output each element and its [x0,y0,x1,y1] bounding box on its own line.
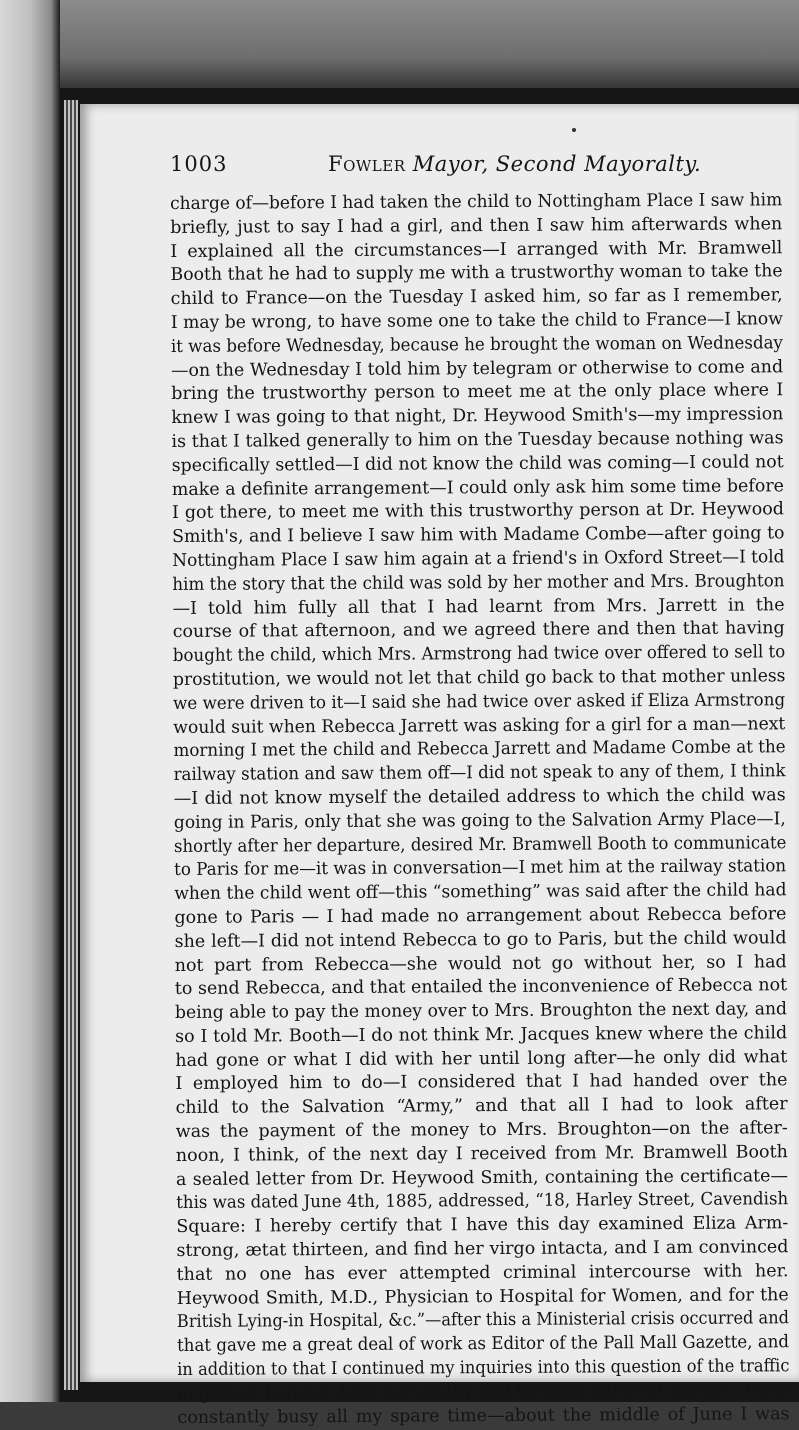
page-number: 1003 [170,152,228,176]
body-text [170,189,790,1430]
text-line: I may be wrong, to have some one to take the child to France—I know [170,309,784,333]
text-line: railway station and saw them off—I did not speak to any of them, I think [173,761,786,786]
running-title [328,152,701,176]
scan-background-top [0,0,799,95]
text-line: she left—I did not intend Rebecca to go to Paris, but the child would [174,927,787,952]
text-line: being able to pay the money over to Mrs. Broughton the next day, and [174,999,788,1024]
text-line: when the child went off—this “something” was said after the child had [174,880,787,905]
text-line: child to the Salvation “Army,” and that all I had to look after [175,1094,788,1119]
text-line: so I told Mr. Booth—I do not think Mr. Jacques knew where the child [175,1023,788,1047]
text-line: was the payment of the money to Mrs. Broughton—on the after- [175,1118,788,1143]
text-line: gone to Paris — I had made no arrangement about Rebecca before [174,904,787,928]
text-line: prostitution, we would not let that child go back to that mother unless [172,666,786,690]
ink-speck [572,128,576,132]
text-line: in addition to that I continued my inquiries into this question of the traffic [177,1356,790,1381]
text-line: that no one has ever attempted criminal intercourse with her. [176,1261,789,1285]
running-title-office: Mayor, Second Mayoralty. [412,152,702,176]
text-line: had gone or what I did with her until long after—he only did what [175,1046,788,1071]
scan-left-edge [0,0,60,1402]
text-line: a sealed letter from Dr. Heywood Smith, containing the certificate— [175,1165,789,1190]
text-line: —I did not know myself the detailed address to which the child was [173,785,786,809]
text-line: knew I was going to that night, Dr. Heywood Smith's—my impression [171,404,784,429]
text-line: Booth that he had to supply me with a trustworthy woman to take the [170,261,783,286]
text-line: specifically settled—I did not know the child was coming—I could not [171,452,784,476]
text-line: going in Paris, only that she was going to the Salvation Army Place—I, [173,808,786,833]
text-line: briefly, just to say I had a girl, and then I saw him afterwards when [170,214,783,238]
text-line: —I told him fully all that I had learnt from Mrs. Jarrett in the [172,594,785,619]
text-line: in girls in London, both personally and through different agents—I was [177,1380,790,1404]
text-line: bring the trustworthy person to meet me at the only place where I [171,380,784,405]
text-line: that gave me a great deal of work as Editor of the Pall Mall Gazette, and [176,1332,790,1357]
text-line: constantly busy all my spare time—about the middle of June I was [177,1403,790,1428]
text-line: is that I talked generally to him on the Tuesday because nothing was [171,428,784,452]
text-line: not part from Rebecca—she would not go without her, so I had [174,951,787,976]
text-line: strong, ætat thirteen, and find her virgo intacta, and I am convinced [176,1237,789,1262]
text-line: to send Rebecca, and that entailed the inconvenience of Rebecca not [174,975,788,1000]
text-line: course of that afternoon, and we agreed there and then that having [172,618,785,643]
text-line: I employed him to do—I considered that I had handed over the [175,1070,788,1095]
page-gutter [64,100,78,1390]
text-line: make a definite arrangement—I could only ask him some time before [171,475,785,500]
text-line: shortly after her departure, desired Mr. Bramwell Booth to communicate [173,832,787,857]
running-title-name: Fowler [328,152,406,176]
text-line: noon, I think, of the next day I received from Mr. Bramwell Booth [175,1142,788,1166]
text-line: British Lying-in Hospital, &c.”—after this a Ministerial crisis occurred and [176,1308,790,1333]
text-line: bought the child, which Mrs. Armstrong had twice over offered to sell to [172,642,786,667]
page-header [170,152,790,186]
text-line: child to France—on the Tuesday I asked him, so far as I remember, [170,285,783,310]
text-line: morning I met the child and Rebecca Jarrett and Madame Combe at the [173,737,786,762]
text-line: —on the Wednesday I told him by telegram or otherwise to come and [171,356,784,381]
text-line: it was before Wednesday, because he brought the woman on Wednesday [170,333,783,357]
text-line: would suit when Rebecca Jarrett was asking for a girl for a man—next [173,713,786,738]
text-line: him the story that the child was sold by her mother and Mrs. Broughton [172,571,785,595]
text-line: Nottingham Place I saw him again at a friend's in Oxford Street—I told [172,547,785,571]
text-line: I got there, to meet me with this trustworthy person at Dr. Heywood [171,499,785,524]
text-line: charge of—before I had taken the child to Nottingham Place I saw him [170,190,783,214]
text-line: I explained all the circumstances—I arranged with Mr. Bramwell [170,237,783,262]
text-line: we were driven to it—I said she had twice over asked if Eliza Armstrong [173,689,786,714]
text-line: Smith's, and I believe I saw him with Madame Combe—after going to [172,523,785,548]
text-line: this was dated June 4th, 1885, addressed, “18, Harley Street, Cavendish [176,1189,789,1214]
text-line: to Paris for me—it was in conversation—I met him at the railway station [174,856,787,881]
text-line: Heywood Smith, M.D., Physician to Hospital for Women, and for the [176,1284,789,1309]
text-line: Square: I hereby certify that I have this day examined Eliza Arm- [176,1213,789,1238]
